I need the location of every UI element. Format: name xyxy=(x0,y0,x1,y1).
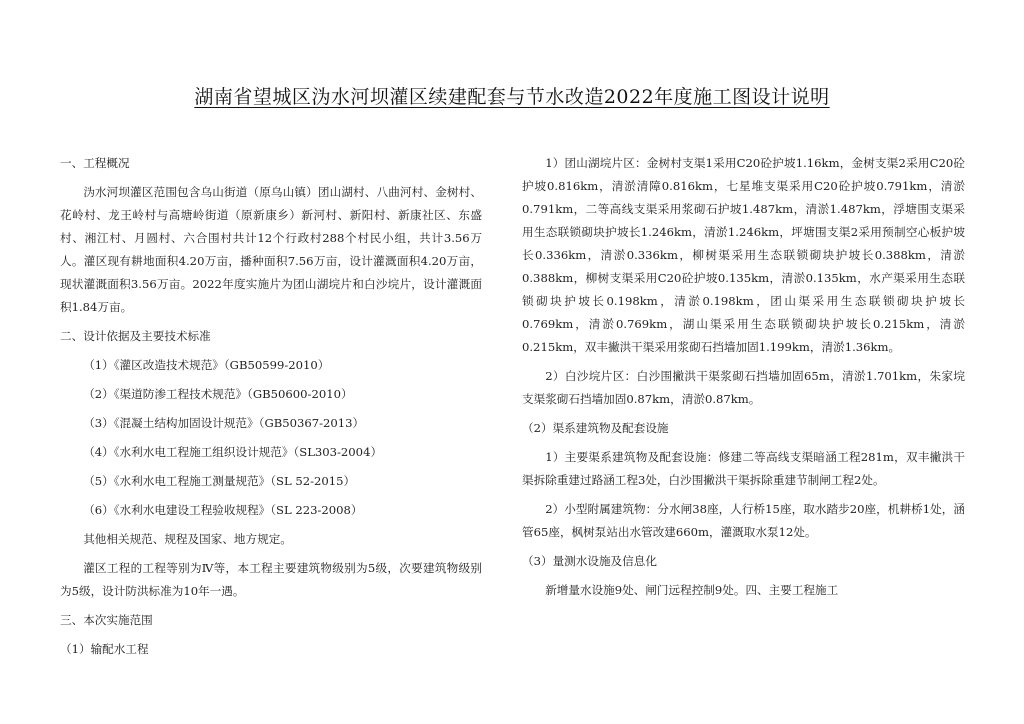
standard-item-6: （6）《水利水电建设工程验收规程》（SL 223-2008） xyxy=(83,503,363,517)
right-column xyxy=(522,152,965,608)
paragraph-small-structures: 2）小型附属建筑物：分水闸38座，人行桥15座，取水踏步20座，机耕桥1处，涵管65座，枫树泵站出水管改建660m，灌溉取水泵12处。 xyxy=(522,502,965,539)
paragraph-overview: 沩水河坝灌区范围包含乌山街道（原乌山镇）团山湖村、八曲河村、金树村、花岭村、龙王岭村与高塘岭街道（原新康乡）新河村、新阳村、新康社区、东盛村、湘江村、月圆村、六合围村共计12个行政村288个村民小组，共计3.56万人。灌区现有耕地面积4.20万亩，播种面积7.56万亩，设计灌溉面积4.20万亩，现状灌溉面积3.56万亩。2022年度实施片为团山湖垸片和白沙垸片，设计灌溉面积1.84万亩。 xyxy=(60,185,482,314)
page-title: 湖南省望城区沩水河坝灌区续建配套与节水改造2022年度施工图设计说明 xyxy=(194,86,830,108)
standard-item-2: （2）《渠道防渗工程技术规范》（GB50600-2010） xyxy=(83,387,353,401)
section-heading-scope: 三、本次实施范围 xyxy=(60,613,153,627)
standard-item-1: （1）《灌区改造技术规范》（GB50599-2010） xyxy=(83,358,330,372)
paragraph-measurement: 新增量水设施9处、闸门远程控制9处。四、主要工程施工 xyxy=(545,583,839,597)
left-column xyxy=(60,152,482,667)
paragraph-baisha: 2）白沙垸片区：白沙围撇洪干渠浆砌石挡墙加固65m，清淤1.701km，朱家垸支渠浆砌石挡墙加固0.87km，清淤0.87km。 xyxy=(522,369,965,406)
paragraph-other-standards: 其他相关规范、规程及国家、地方规定。 xyxy=(83,532,292,546)
section-heading-overview: 一、工程概况 xyxy=(60,156,130,170)
section-heading-basis: 二、设计依据及主要技术标准 xyxy=(60,329,211,343)
subsection-heading-water-delivery: （1）输配水工程 xyxy=(60,642,149,656)
standard-item-3: （3）《混凝土结构加固设计规范》（GB50367-2013） xyxy=(83,416,365,430)
standard-item-4: （4）《水利水电工程施工组织设计规范》（SL303-2004） xyxy=(83,445,383,459)
paragraph-main-structures: 1）主要渠系建筑物及配套设施：修建二等高线支渠暗涵工程281m，双丰撇洪干渠拆除重建过路涵工程3处，白沙围撇洪干渠拆除重建节制闸工程2处。 xyxy=(522,450,965,487)
paragraph-grade: 灌区工程的工程等别为Ⅳ等，本工程主要建筑物级别为5级，次要建筑物级别为5级，设计防洪标准为10年一遇。 xyxy=(60,561,482,598)
subsection-heading-measurement: （3）量测水设施及信息化 xyxy=(522,554,657,568)
paragraph-tuanshanhu: 1）团山湖垸片区：金树村支渠1采用C20砼护坡1.16km，金树支渠2采用C20砼护坡0.816km，清淤清障0.816km，七星堆支渠采用C20砼护坡0.791km，清淤0.791km，二等高线支渠采用浆砌石护坡1.487km，清淤1.487km，浮塘围支渠采用生态联锁砌块护坡长1.246km，清淤1.246km，坪塘围支渠2采用预制空心板护坡长0.336km，清淤0.336km，柳树渠采用生态联锁砌块护坡长0.388km，清淤0.388km，柳树支渠采用C20砼护坡0.135km，清淤0.135km，水产渠采用生态联锁砌块护坡长0.198km，清淤0.198km，团山渠采用生态联锁砌块护坡长0.769km，清淤0.769km，湖山渠采用生态联锁砌块护坡长0.215km，清淤0.215km，双丰撇洪干渠采用浆砌石挡墙加固1.199km，清淤1.36km。 xyxy=(522,156,965,354)
subsection-heading-structures: （2）渠系建筑物及配套设施 xyxy=(522,421,669,435)
standard-item-5: （5）《水利水电工程施工测量规范》（SL 52-2015） xyxy=(83,474,356,488)
